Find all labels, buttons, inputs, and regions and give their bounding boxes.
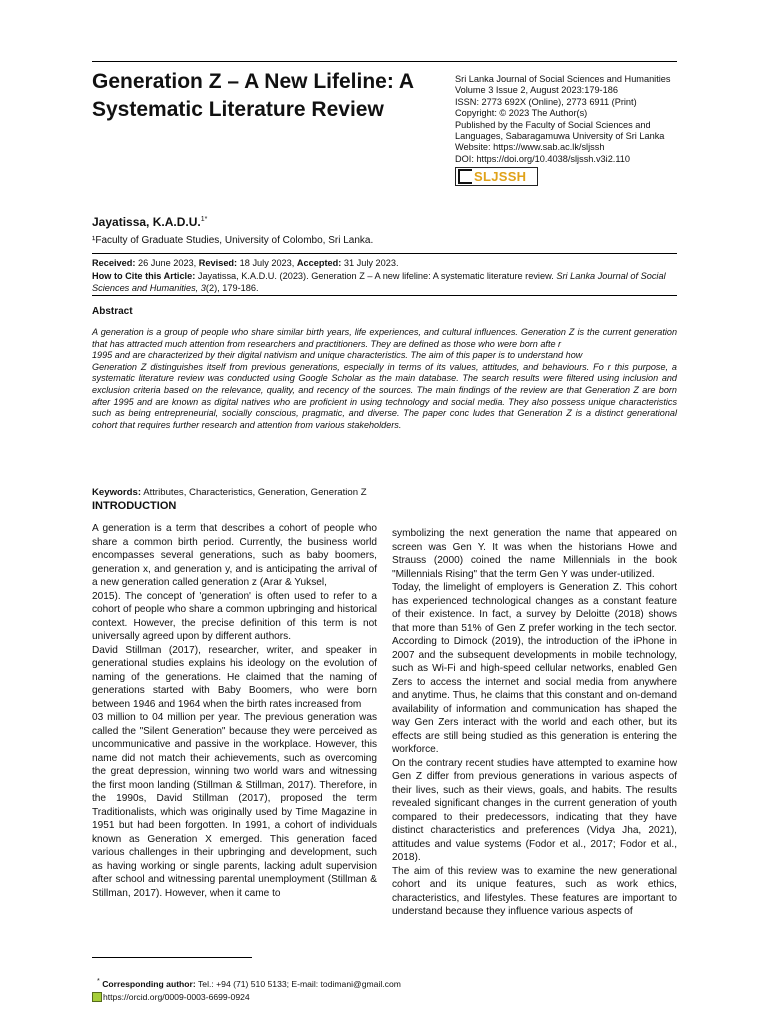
footnote-label: Corresponding author: <box>102 978 196 989</box>
journal-issn: ISSN: 2773 692X (Online), 2773 6911 (Print) <box>455 96 637 107</box>
footnote-marker: * <box>97 977 100 985</box>
author-name <box>92 215 207 229</box>
journal-copyright: Copyright: © 2023 The Author(s) <box>455 108 588 119</box>
paragraph: 2015). The concept of 'generation' is often used to refer to a cohort of people who share a common upbringing and historical context. However, the precise definition of this term is not universally agreed upon by different authors. <box>92 590 377 642</box>
journal-info <box>455 74 685 165</box>
keywords <box>92 487 367 498</box>
revised-label: Revised: <box>198 258 238 268</box>
paragraph: Today, the limelight of employers is Generation Z. This cohort has experienced technological changes as a constant feature of their existence. In fact, a survey by Deloitte (2018) shows that more than 51% of Gen Z prefer working in the tech sector. According to Dimock (2019), the introduction of the iPhone in 2007 and the subsequent developments in mobile technology, such as Wi-Fi and high-speed cellular networks, enabled Gen Zers to access the internet and social media from anywhere and anytime. Thus, he claims that this constant and on-demand availability of information and communication has shaped the way Gen Zers interact with the world and each other, but its effects are still being studied as this generation is entering the workforce. <box>392 582 677 755</box>
citation-text: Jayatissa, K.A.D.U. (2023). Generation Z – A new lifeline: A systematic literature review. <box>197 270 554 281</box>
paragraph: The aim of this review was to examine the new generational cohort and its unique features, such as work ethics, characteristics, and lifestyles. These features are important to understand because they influence various aspects of <box>392 865 677 917</box>
journal-logo <box>455 167 538 186</box>
footnote <box>97 977 401 989</box>
dates-top-rule <box>92 253 677 254</box>
top-rule <box>92 61 677 62</box>
keywords-text: Attributes, Characteristics, Generation, Generation Z <box>143 487 367 498</box>
logo-bracket-icon <box>458 169 472 184</box>
journal-doi[interactable]: DOI: https://doi.org/10.4038/sljssh.v3i2.110 <box>455 153 631 164</box>
accepted-label: Accepted: <box>296 258 342 268</box>
citation-pages: (2), 179-186. <box>205 283 259 293</box>
journal-website[interactable]: Website: https://www.sab.ac.lk/sljssh <box>455 142 605 153</box>
citation-label: How to Cite this Article: <box>92 270 196 281</box>
author-marker: 1* <box>200 216 208 223</box>
author-name-text: Jayatissa, K.A.D.U. <box>92 215 201 229</box>
abstract-line: 1995 and are characterized by their digital nativism and unique characteristics. The aim of this paper is to understand how <box>92 350 583 361</box>
accepted-date: 31 July 2023. <box>343 258 399 268</box>
citation-volume: 3 <box>200 283 206 293</box>
orcid-link[interactable]: https://orcid.org/0009-0003-6699-0924 <box>103 992 250 1002</box>
abstract-line: Generation Z distinguishes itself from previous generations, especially in terms of its values, attitudes, and behaviours. Fo r this purpose, a systematic literature review was conducted using Google Scholar as the main database. The search results were filtered using inclusion and exclusion criteria based on the relevance, quality, and recency of the sources. The main findings of the review are that Generation Z are born after 1995 and are known as digital natives who are proficient in using technology and social media. They also possess unique characteristics such as being entrepreneurial, socially conscious, pragmatic, and diverse. The paper conc ludes that Generation Z is a distinct generational cohort that requires further research and attention from various stakeholders. <box>92 361 677 430</box>
right-column <box>392 527 677 919</box>
received-date: 26 June 2023, <box>137 258 197 268</box>
journal-volume: Volume 3 Issue 2, August 2023:179-186 <box>455 85 618 96</box>
keywords-label: Keywords: <box>92 487 142 498</box>
footnote-rule <box>92 957 252 958</box>
citation-journal: Sri Lanka Journal of Social Sciences and Humanities, <box>92 270 666 293</box>
author-affiliation: ¹Faculty of Graduate Studies, University of Colombo, Sri Lanka. <box>92 235 374 246</box>
dates-bottom-rule <box>92 295 677 296</box>
abstract-heading: Abstract <box>92 306 133 317</box>
paragraph: On the contrary recent studies have attempted to examine how Gen Z differ from previous generations in various aspects of their lives, such as their views, goals, and habits. The results revealed significant changes in the current generation of youth compared to their predecessors, indicating that they have distinct characteristics and preferences (Vidya Jha, 2021), attitudes and value systems (Fodor et al., 2017; Fodor et al., 2018). <box>392 757 677 863</box>
abstract-body <box>92 327 677 431</box>
paragraph: David Stillman (2017), researcher, writer, and speaker in generational studies explains his ideology on the evolution of naming of the generations. He claimed that the naming of generations started with Baby Boomers, who were born between 1946 and 1964 when the birth rates increased from <box>92 644 377 710</box>
abstract-line: A generation is a group of people who share similar birth years, life experiences, and cultural influences. Generation Z is the current generation that has attracted much attention from researchers and practitioners. They are defined as those who were born afte r <box>92 327 677 349</box>
revised-date: 18 July 2023, <box>239 258 295 268</box>
footnote-text: Tel.: +94 (71) 510 5133; E-mail: todimani@gmail.com <box>198 978 401 989</box>
paragraph: symbolizing the next generation the name that appeared on screen was Gen Y. It was when the historians Howe and Strauss (2000) coined the name Millennials in the book "Millennials Rising" that the term Gen Y was under-utilized. <box>392 528 677 580</box>
orcid-icon <box>92 992 102 1002</box>
journal-name: Sri Lanka Journal of Social Sciences and Humanities <box>455 74 671 84</box>
article-dates <box>92 257 682 295</box>
journal-publisher-cont: Languages, Sabaragamuwa University of Sri Lanka <box>455 131 665 142</box>
intro-heading: INTRODUCTION <box>92 500 177 512</box>
orcid-line <box>92 992 250 1002</box>
left-column <box>92 522 377 900</box>
paragraph: A generation is a term that describes a cohort of people who share a common birth period. Currently, the business world encompasses several generations, such as baby boomers, generation x, and generation y, and is anticipating the arrival of a new generation called generation z (Arar & Yuksel, <box>92 523 377 588</box>
received-label: Received: <box>92 258 136 268</box>
paragraph: 03 million to 04 million per year. The previous generation was called the "Silent Generation" because they were perceived as uncommunicative and passive in the workplace. However, this name did not match their achievements, such as overcoming the great depression, winning two world wars and witnessing the first moon landing (Stillman & Stillman, 2017). Therefore, in the 1990s, David Stillman (2017), proposed the term Traditionalists, which was originally used by Time Magazine in 1951 but had been forgotten. In 1991, a cohort of individuals known as Generation X emerged. This generation faced various challenges in their upbringing and development, such as having working or single parents, lacking adult supervision after school and witnessing parental unemployment (Stillman & Stillman, 2017). However, when it came to <box>92 712 377 899</box>
citation <box>92 270 682 295</box>
paper-title: Generation Z – A New Lifeline: A Systematic Literature Review <box>92 70 414 121</box>
logo-text: SLJSSH <box>474 169 527 184</box>
journal-publisher: Published by the Faculty of Social Sciences and <box>455 119 651 130</box>
